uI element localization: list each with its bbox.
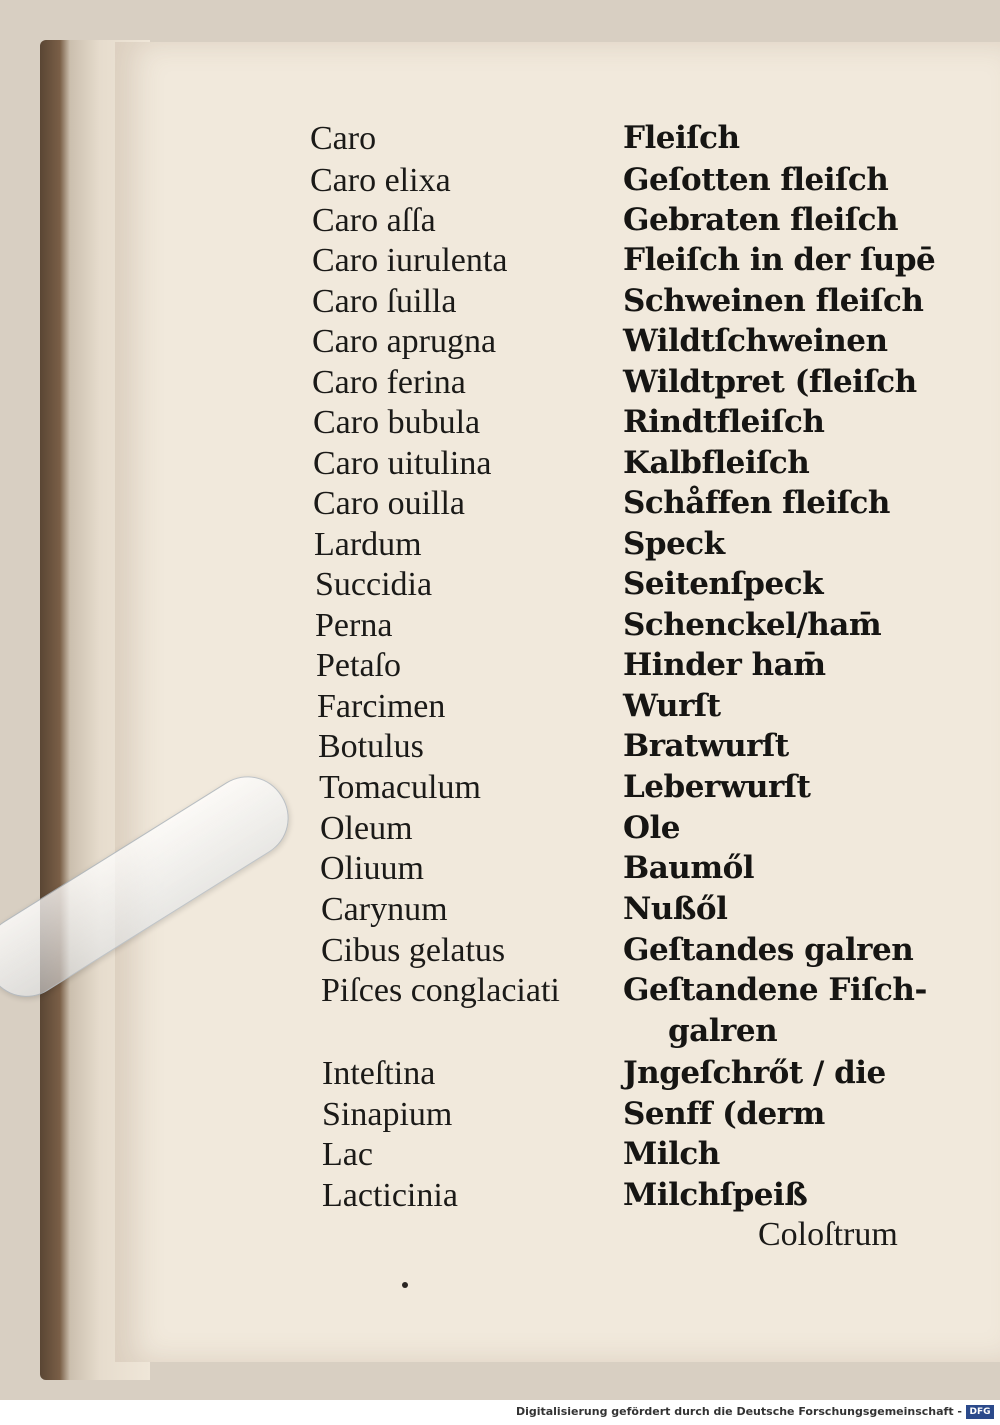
german-term: Wildtſchweinen	[623, 323, 888, 359]
latin-term: Succidia	[315, 566, 433, 603]
latin-term: Carynum	[321, 891, 448, 928]
footer-credit: Digitalisierung gefördert durch die Deutsche Forschungsgemeinschaft -	[515, 1405, 962, 1418]
latin-term: Caro ſuilla	[312, 283, 457, 320]
entry-row	[0, 283, 1000, 323]
german-term: Bratwurſt	[623, 728, 789, 764]
german-term: Rindtfleiſch	[623, 404, 825, 440]
german-term: Nußől	[623, 891, 728, 927]
latin-term: Oliuum	[320, 850, 424, 887]
latin-term: Oleum	[320, 810, 413, 847]
german-term: Ole	[623, 810, 681, 846]
german-term: Milch	[623, 1136, 720, 1172]
entry-row	[0, 162, 1000, 202]
entry-row	[0, 485, 1000, 525]
entry-row	[0, 526, 1000, 566]
german-term: Seitenſpeck	[623, 566, 824, 602]
german-term: Baumől	[623, 850, 755, 886]
german-term: galren	[668, 1013, 778, 1049]
latin-term: Lardum	[314, 526, 422, 563]
german-term: Schenckel/ham̄	[623, 607, 882, 643]
german-term: Kalbfleiſch	[623, 445, 810, 481]
german-term: Hinder ham̄	[623, 647, 826, 683]
german-term: Speck	[623, 526, 725, 562]
latin-term: Caro uitulina	[313, 445, 492, 482]
latin-term: Botulus	[318, 728, 424, 765]
catchword: Coloſtrum	[758, 1216, 898, 1253]
latin-term: Cibus gelatus	[321, 932, 506, 969]
latin-term: Petaſo	[316, 647, 401, 684]
entry-row	[0, 1096, 1000, 1136]
entry-row	[0, 607, 1000, 647]
german-term: Schweinen fleiſch	[623, 283, 924, 319]
entry-row	[0, 404, 1000, 444]
entry-row	[0, 932, 1000, 972]
entry-row	[0, 972, 1000, 1012]
entry-row	[0, 242, 1000, 282]
german-term: Schåffen fleiſch	[623, 485, 890, 521]
entry-row	[0, 566, 1000, 606]
latin-term: Sinapium	[322, 1096, 453, 1133]
header-bleed-through	[220, 50, 980, 90]
entry-row	[0, 728, 1000, 768]
entry-row	[0, 1177, 1000, 1217]
latin-term: Tomaculum	[319, 769, 481, 806]
german-term: Geſtandes galren	[623, 932, 914, 968]
latin-term: Caro	[310, 120, 377, 157]
german-term: Wurſt	[623, 688, 721, 724]
german-term: Milchſpeiß	[623, 1177, 808, 1213]
latin-term: Caro aprugna	[312, 323, 497, 360]
entry-row	[0, 769, 1000, 809]
entry-row	[0, 323, 1000, 363]
german-term: Leberwurſt	[623, 769, 811, 805]
latin-term: Lacticinia	[322, 1177, 458, 1214]
german-term: Gebraten fleiſch	[623, 202, 899, 238]
german-term: Geſotten fleiſch	[623, 162, 889, 198]
entry-row	[0, 1055, 1000, 1095]
latin-term: Perna	[315, 607, 393, 644]
latin-term: Caro ouilla	[313, 485, 466, 522]
latin-term: Piſces conglaciati	[321, 972, 560, 1009]
german-term: Wildtpret (fleiſch	[623, 364, 917, 400]
german-term: Fleiſch	[623, 120, 740, 156]
footer-bar	[0, 1400, 1000, 1425]
latin-term: Caro elixa	[310, 162, 451, 199]
entry-row	[0, 202, 1000, 242]
latin-term: Farcimen	[317, 688, 446, 725]
entry-row	[0, 1136, 1000, 1176]
entry-row	[0, 1013, 1000, 1053]
entry-row	[0, 364, 1000, 404]
latin-term: Caro aſſa	[312, 202, 436, 239]
ink-dot	[402, 1282, 408, 1288]
german-term: Senff (derm	[623, 1096, 825, 1132]
entry-row	[0, 647, 1000, 687]
latin-term: Caro iurulenta	[312, 242, 508, 279]
latin-term: Inteſtina	[322, 1055, 436, 1092]
german-term: Fleiſch in der ſupē	[623, 242, 936, 278]
german-term: Geſtandene Fiſch-	[623, 972, 927, 1008]
dfg-logo: DFG	[966, 1405, 994, 1419]
german-term: Jngeſchrőt / die	[623, 1055, 886, 1091]
latin-term: Caro ferina	[312, 364, 466, 401]
entry-row	[0, 120, 1000, 160]
entry-row	[0, 445, 1000, 485]
latin-term: Lac	[322, 1136, 373, 1173]
entry-row	[0, 688, 1000, 728]
latin-term: Caro bubula	[313, 404, 481, 441]
